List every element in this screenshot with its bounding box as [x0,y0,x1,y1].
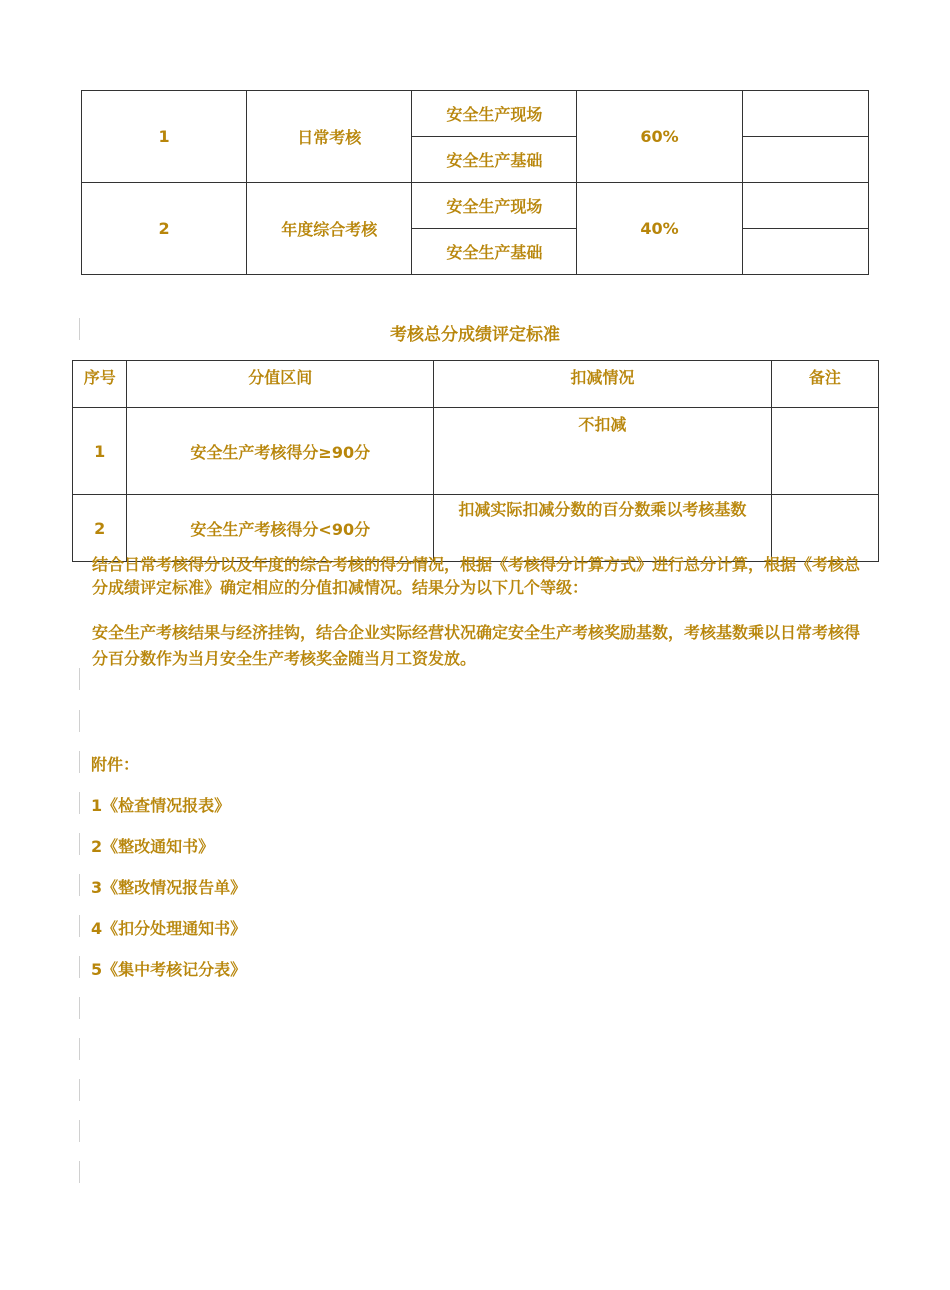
margin-marker [79,710,80,732]
margin-marker [79,997,80,1019]
assessment-item: 安全生产基础 [412,229,577,275]
margin-marker [79,1120,80,1142]
score-range: 安全生产考核得分≥90分 [127,408,434,495]
assessment-type: 日常考核 [247,91,412,183]
assessment-type: 年度综合考核 [247,183,412,275]
attachment-item: 5《集中考核记分表》 [91,960,247,979]
margin-marker [79,915,80,937]
deduction-text: 不扣减 [434,408,772,495]
margin-marker [79,1161,80,1183]
margin-marker [79,792,80,814]
score-standard-table [72,360,879,562]
empty-cell [742,91,868,137]
margin-marker [79,1038,80,1060]
note-cell [771,408,878,495]
row-number: 1 [73,408,127,495]
header-range: 分值区间 [127,361,434,408]
paragraph-reward: 安全生产考核结果与经济挂钩，结合企业实际经营状况确定安全生产考核奖励基数，考核基数乘以日常考核得分百分数作为当月安全生产考核奖金随当月工资发放。 [92,623,861,668]
assessment-item: 安全生产现场 [412,91,577,137]
empty-cell [742,229,868,275]
margin-marker [79,956,80,978]
assessment-weight: 60% [577,91,742,183]
margin-marker [79,1079,80,1101]
empty-cell [742,137,868,183]
margin-marker [79,751,80,773]
header-no: 序号 [73,361,127,408]
empty-cell [742,183,868,229]
deduction-text: 扣减实际扣减分数的百分数乘以考核基数 [434,495,772,562]
note-cell [771,495,878,562]
margin-marker [79,874,80,896]
assessment-weight-table [81,90,869,275]
margin-marker [79,668,80,690]
attachments-label: 附件： [91,755,140,774]
attachment-item: 1《检查情况报表》 [91,796,231,815]
row-number: 2 [73,495,127,562]
header-deduction: 扣减情况 [434,361,772,408]
paragraph-summary: 结合日常考核得分以及年度的综合考核的得分情况，根据《考核得分计算方式》进行总分计算，根据《考核总分成绩评定标准》确定相应的分值扣减情况。结果分为以下几个等级： [92,555,861,597]
row-number: 2 [82,183,247,275]
assessment-item: 安全生产基础 [412,137,577,183]
header-note: 备注 [771,361,878,408]
table-title: 考核总分成绩评定标准 [390,325,560,345]
assessment-item: 安全生产现场 [412,183,577,229]
assessment-weight: 40% [577,183,742,275]
row-number: 1 [82,91,247,183]
margin-marker [79,833,80,855]
attachment-item: 2《整改通知书》 [91,837,215,856]
score-range: 安全生产考核得分<90分 [127,495,434,562]
attachment-item: 3《整改情况报告单》 [91,878,247,897]
attachment-item: 4《扣分处理通知书》 [91,919,247,938]
